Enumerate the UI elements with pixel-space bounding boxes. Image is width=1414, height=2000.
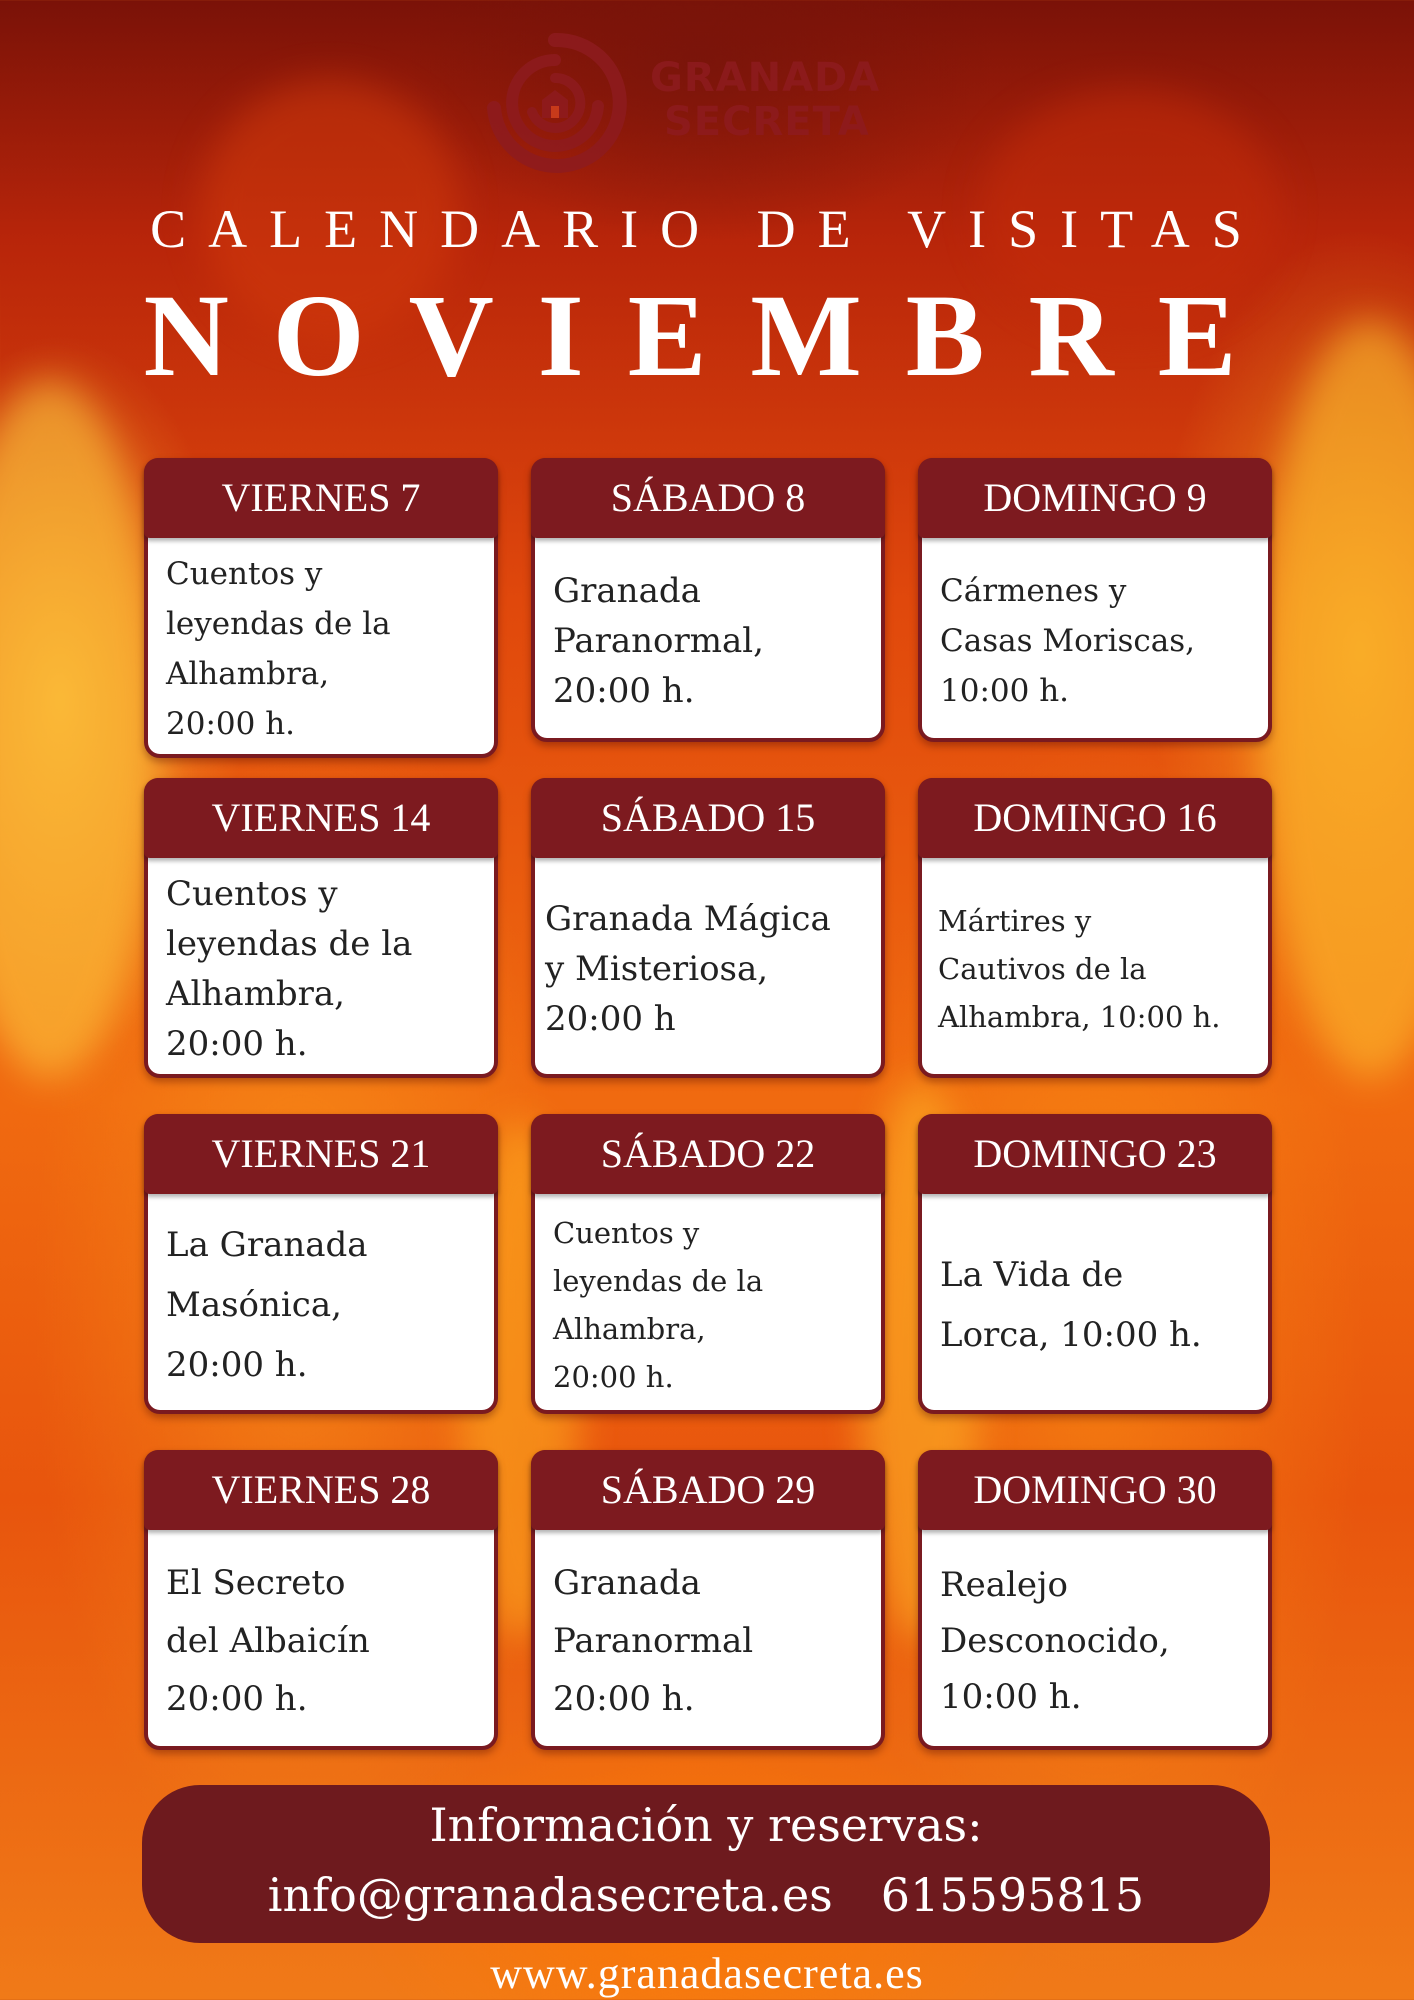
- contact-line: [142, 1865, 1270, 1925]
- event-card-9: [918, 1114, 1272, 1414]
- event-card-7: [144, 1114, 498, 1414]
- event-card-4: [144, 778, 498, 1078]
- flame-decoration: [0, 380, 160, 1080]
- event-day: VIERNES 21: [144, 1114, 498, 1194]
- event-day: DOMINGO 23: [918, 1114, 1272, 1194]
- website-link[interactable]: www.granadasecreta.es: [490, 1949, 924, 1998]
- event-day: DOMINGO 30: [918, 1450, 1272, 1530]
- event-day: VIERNES 7: [144, 458, 498, 538]
- event-card-5: [531, 778, 885, 1078]
- event-description: Granada Mágica y Misteriosa, 20:00 h: [545, 899, 831, 1039]
- event-day: DOMINGO 9: [918, 458, 1272, 538]
- info-bar: [142, 1785, 1270, 1943]
- event-card-3: [918, 458, 1272, 742]
- event-day: DOMINGO 16: [918, 778, 1272, 858]
- event-card-2: [531, 458, 885, 742]
- email-link[interactable]: info@granadasecreta.es: [267, 1868, 833, 1922]
- event-description: Granada Paranormal, 20:00 h.: [553, 571, 764, 711]
- event-description: Granada Paranormal 20:00 h.: [553, 1563, 754, 1719]
- event-description: El Secreto del Albaicín 20:00 h.: [166, 1563, 370, 1719]
- event-description: Mártires y Cautivos de la Alhambra, 10:00 h.: [938, 904, 1221, 1034]
- event-description: Cuentos y leyendas de la Alhambra, 20:00 h.: [166, 556, 391, 742]
- calendar-subtitle: CALENDARIO DE VISITAS: [150, 199, 1264, 259]
- event-description: Cuentos y leyendas de la Alhambra, 20:00 h.: [553, 1216, 764, 1394]
- event-description: Cuentos y leyendas de la Alhambra, 20:00 h.: [166, 874, 413, 1064]
- event-card-10: [144, 1450, 498, 1750]
- event-card-11: [531, 1450, 885, 1750]
- info-title: Información y reservas:: [429, 1798, 983, 1852]
- month-title: NOVIEMBRE: [143, 270, 1281, 401]
- phone-number[interactable]: 615595815: [880, 1868, 1145, 1922]
- event-day: SÁBADO 8: [531, 458, 885, 538]
- event-description: La Granada Masónica, 20:00 h.: [166, 1225, 368, 1385]
- event-day: VIERNES 14: [144, 778, 498, 858]
- event-description: La Vida de Lorca, 10:00 h.: [940, 1255, 1202, 1355]
- event-day: SÁBADO 15: [531, 778, 885, 858]
- event-card-6: [918, 778, 1272, 1078]
- event-card-12: [918, 1450, 1272, 1750]
- brand-name: [650, 56, 880, 144]
- brand-line-1: GRANADA: [650, 55, 881, 101]
- event-day: SÁBADO 29: [531, 1450, 885, 1530]
- event-day: SÁBADO 22: [531, 1114, 885, 1194]
- event-card-8: [531, 1114, 885, 1414]
- flame-decoration: [1260, 320, 1414, 1080]
- brand-line-2: SECRETA: [664, 99, 870, 145]
- event-description: Realejo Desconocido, 10:00 h.: [940, 1565, 1170, 1717]
- event-card-1: [144, 458, 498, 758]
- brand-logo: [480, 28, 900, 158]
- spiral-logo-icon: [480, 28, 630, 178]
- event-description: Cármenes y Casas Moriscas, 10:00 h.: [940, 573, 1196, 709]
- event-day: VIERNES 28: [144, 1450, 498, 1530]
